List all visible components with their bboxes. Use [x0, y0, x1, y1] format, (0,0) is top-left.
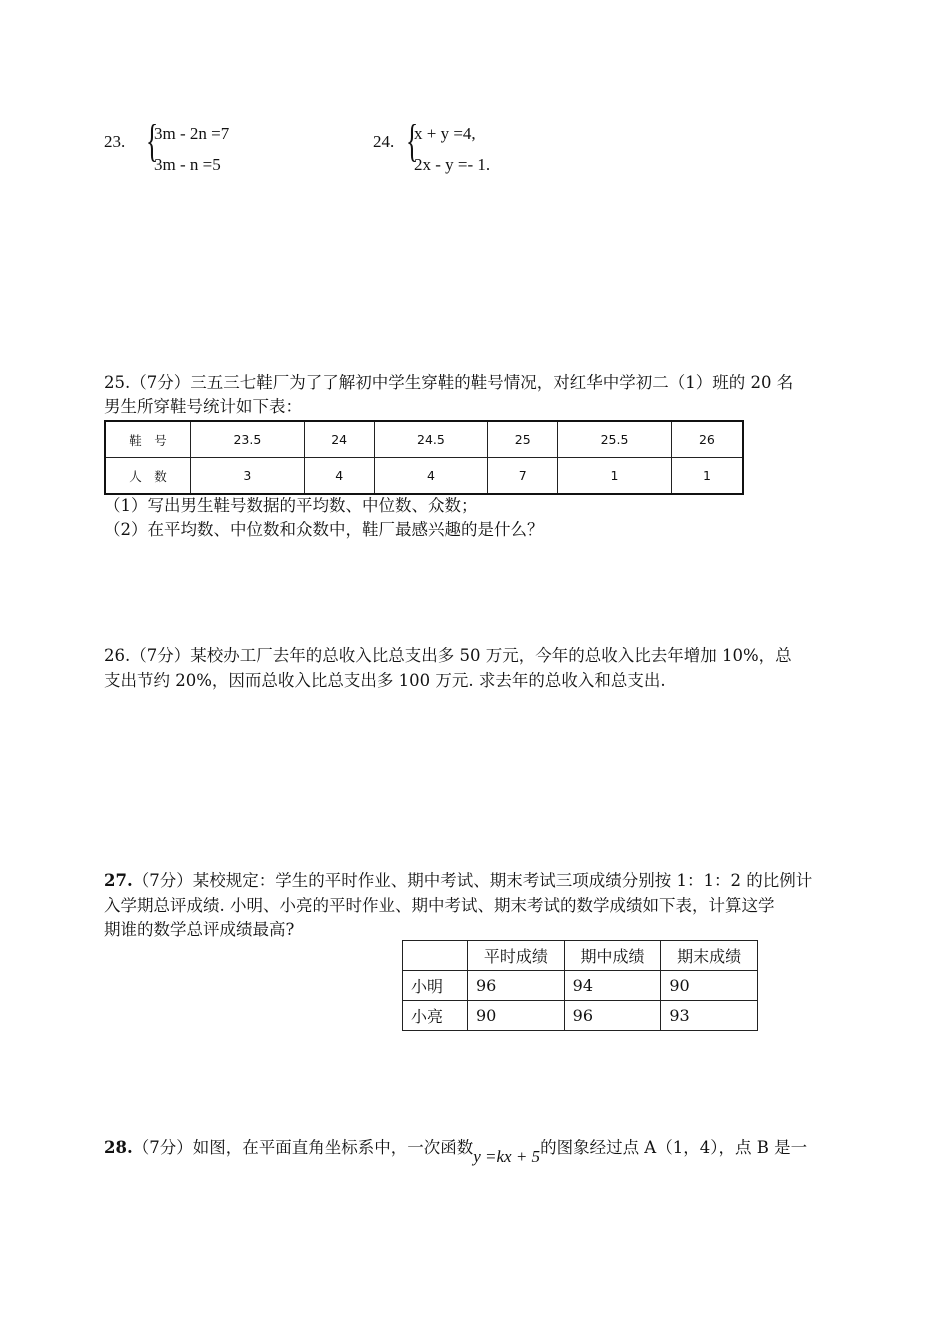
table-cell: 25: [488, 421, 558, 458]
q27-number: 27.: [104, 871, 133, 890]
q28-formula: y =kx + 5: [473, 1147, 541, 1166]
q23-equation-1: 3m - 2n =7: [154, 124, 230, 143]
score-table: [402, 940, 758, 1031]
q23-number: 23.: [104, 132, 126, 151]
row-header-size: 鞋 号: [105, 421, 191, 458]
q25-line-2: 男生所穿鞋号统计如下表：: [104, 397, 302, 416]
q27-line-1-text: （7分）某校规定：学生的平时作业、期中考试、期末考试三项成绩分别按 1：1：2 的比例计: [132, 871, 813, 890]
q25-line-1: 25.（7分）三五三七鞋厂为了了解初中学生穿鞋的鞋号情况，对红华中学初二（1）班的 20 名: [104, 373, 794, 392]
table-cell: 1: [558, 458, 672, 495]
score-header-midterm: 期中成绩: [564, 941, 661, 971]
q28-number: 28.: [104, 1138, 133, 1157]
q24-number: 24.: [373, 132, 395, 151]
table-cell: 90: [661, 971, 758, 1001]
q26-line-1: 26.（7分）某校办工厂去年的总收入比总支出多 50 万元，今年的总收入比去年增加 10%，总: [104, 646, 792, 665]
q25-subquestion-2: （2）在平均数、中位数和众数中，鞋厂最感兴趣的是什么？: [104, 520, 544, 539]
table-cell: 24.5: [374, 421, 488, 458]
table-cell: 26: [671, 421, 743, 458]
q23-brace: {: [146, 115, 159, 166]
score-header-row: [403, 941, 758, 971]
q24-brace: {: [406, 115, 419, 166]
shoe-size-table: [104, 420, 744, 495]
table-cell: 1: [671, 458, 743, 495]
q28-line-1: [104, 1136, 808, 1166]
table-cell: 96: [564, 1001, 661, 1031]
table-cell: 96: [468, 971, 565, 1001]
q24-equation-1: x + y =4,: [414, 124, 476, 143]
table-cell: 7: [488, 458, 558, 495]
table-cell: 25.5: [558, 421, 672, 458]
table-cell: 24: [304, 421, 374, 458]
q27-line-2: 入学期总评成绩. 小明、小亮的平时作业、期中考试、期末考试的数学成绩如下表，计算这学: [104, 896, 775, 915]
q27-line-1: [104, 869, 812, 893]
table-cell: 94: [564, 971, 661, 1001]
q25-subquestion-1: （1）写出男生鞋号数据的平均数、中位数、众数；: [104, 496, 478, 515]
table-cell: 3: [191, 458, 305, 495]
table-cell: 23.5: [191, 421, 305, 458]
table-cell: 93: [661, 1001, 758, 1031]
student-name: 小明: [403, 971, 468, 1001]
q28-text-before: （7分）如图，在平面直角坐标系中，一次函数: [132, 1138, 474, 1157]
score-header-regular: 平时成绩: [468, 941, 565, 971]
q28-text-after: 的图象经过点 A（1，4），点 B 是一: [540, 1138, 808, 1157]
table-cell: 90: [468, 1001, 565, 1031]
q24-equation-2: 2x - y =- 1.: [414, 155, 491, 174]
shoe-size-row: [105, 421, 743, 458]
score-header-blank: [403, 941, 468, 971]
row-header-count: 人 数: [105, 458, 191, 495]
q26-line-2: 支出节约 20%，因而总收入比总支出多 100 万元. 求去年的总收入和总支出.: [104, 671, 666, 690]
q23-equation-2: 3m - n =5: [154, 155, 221, 174]
table-cell: 4: [304, 458, 374, 495]
q27-line-3: 期谁的数学总评成绩最高?: [104, 920, 295, 939]
student-name: 小亮: [403, 1001, 468, 1031]
shoe-count-row: [105, 458, 743, 495]
table-cell: 4: [374, 458, 488, 495]
table-row: [403, 1001, 758, 1031]
score-header-final: 期末成绩: [661, 941, 758, 971]
table-row: [403, 971, 758, 1001]
